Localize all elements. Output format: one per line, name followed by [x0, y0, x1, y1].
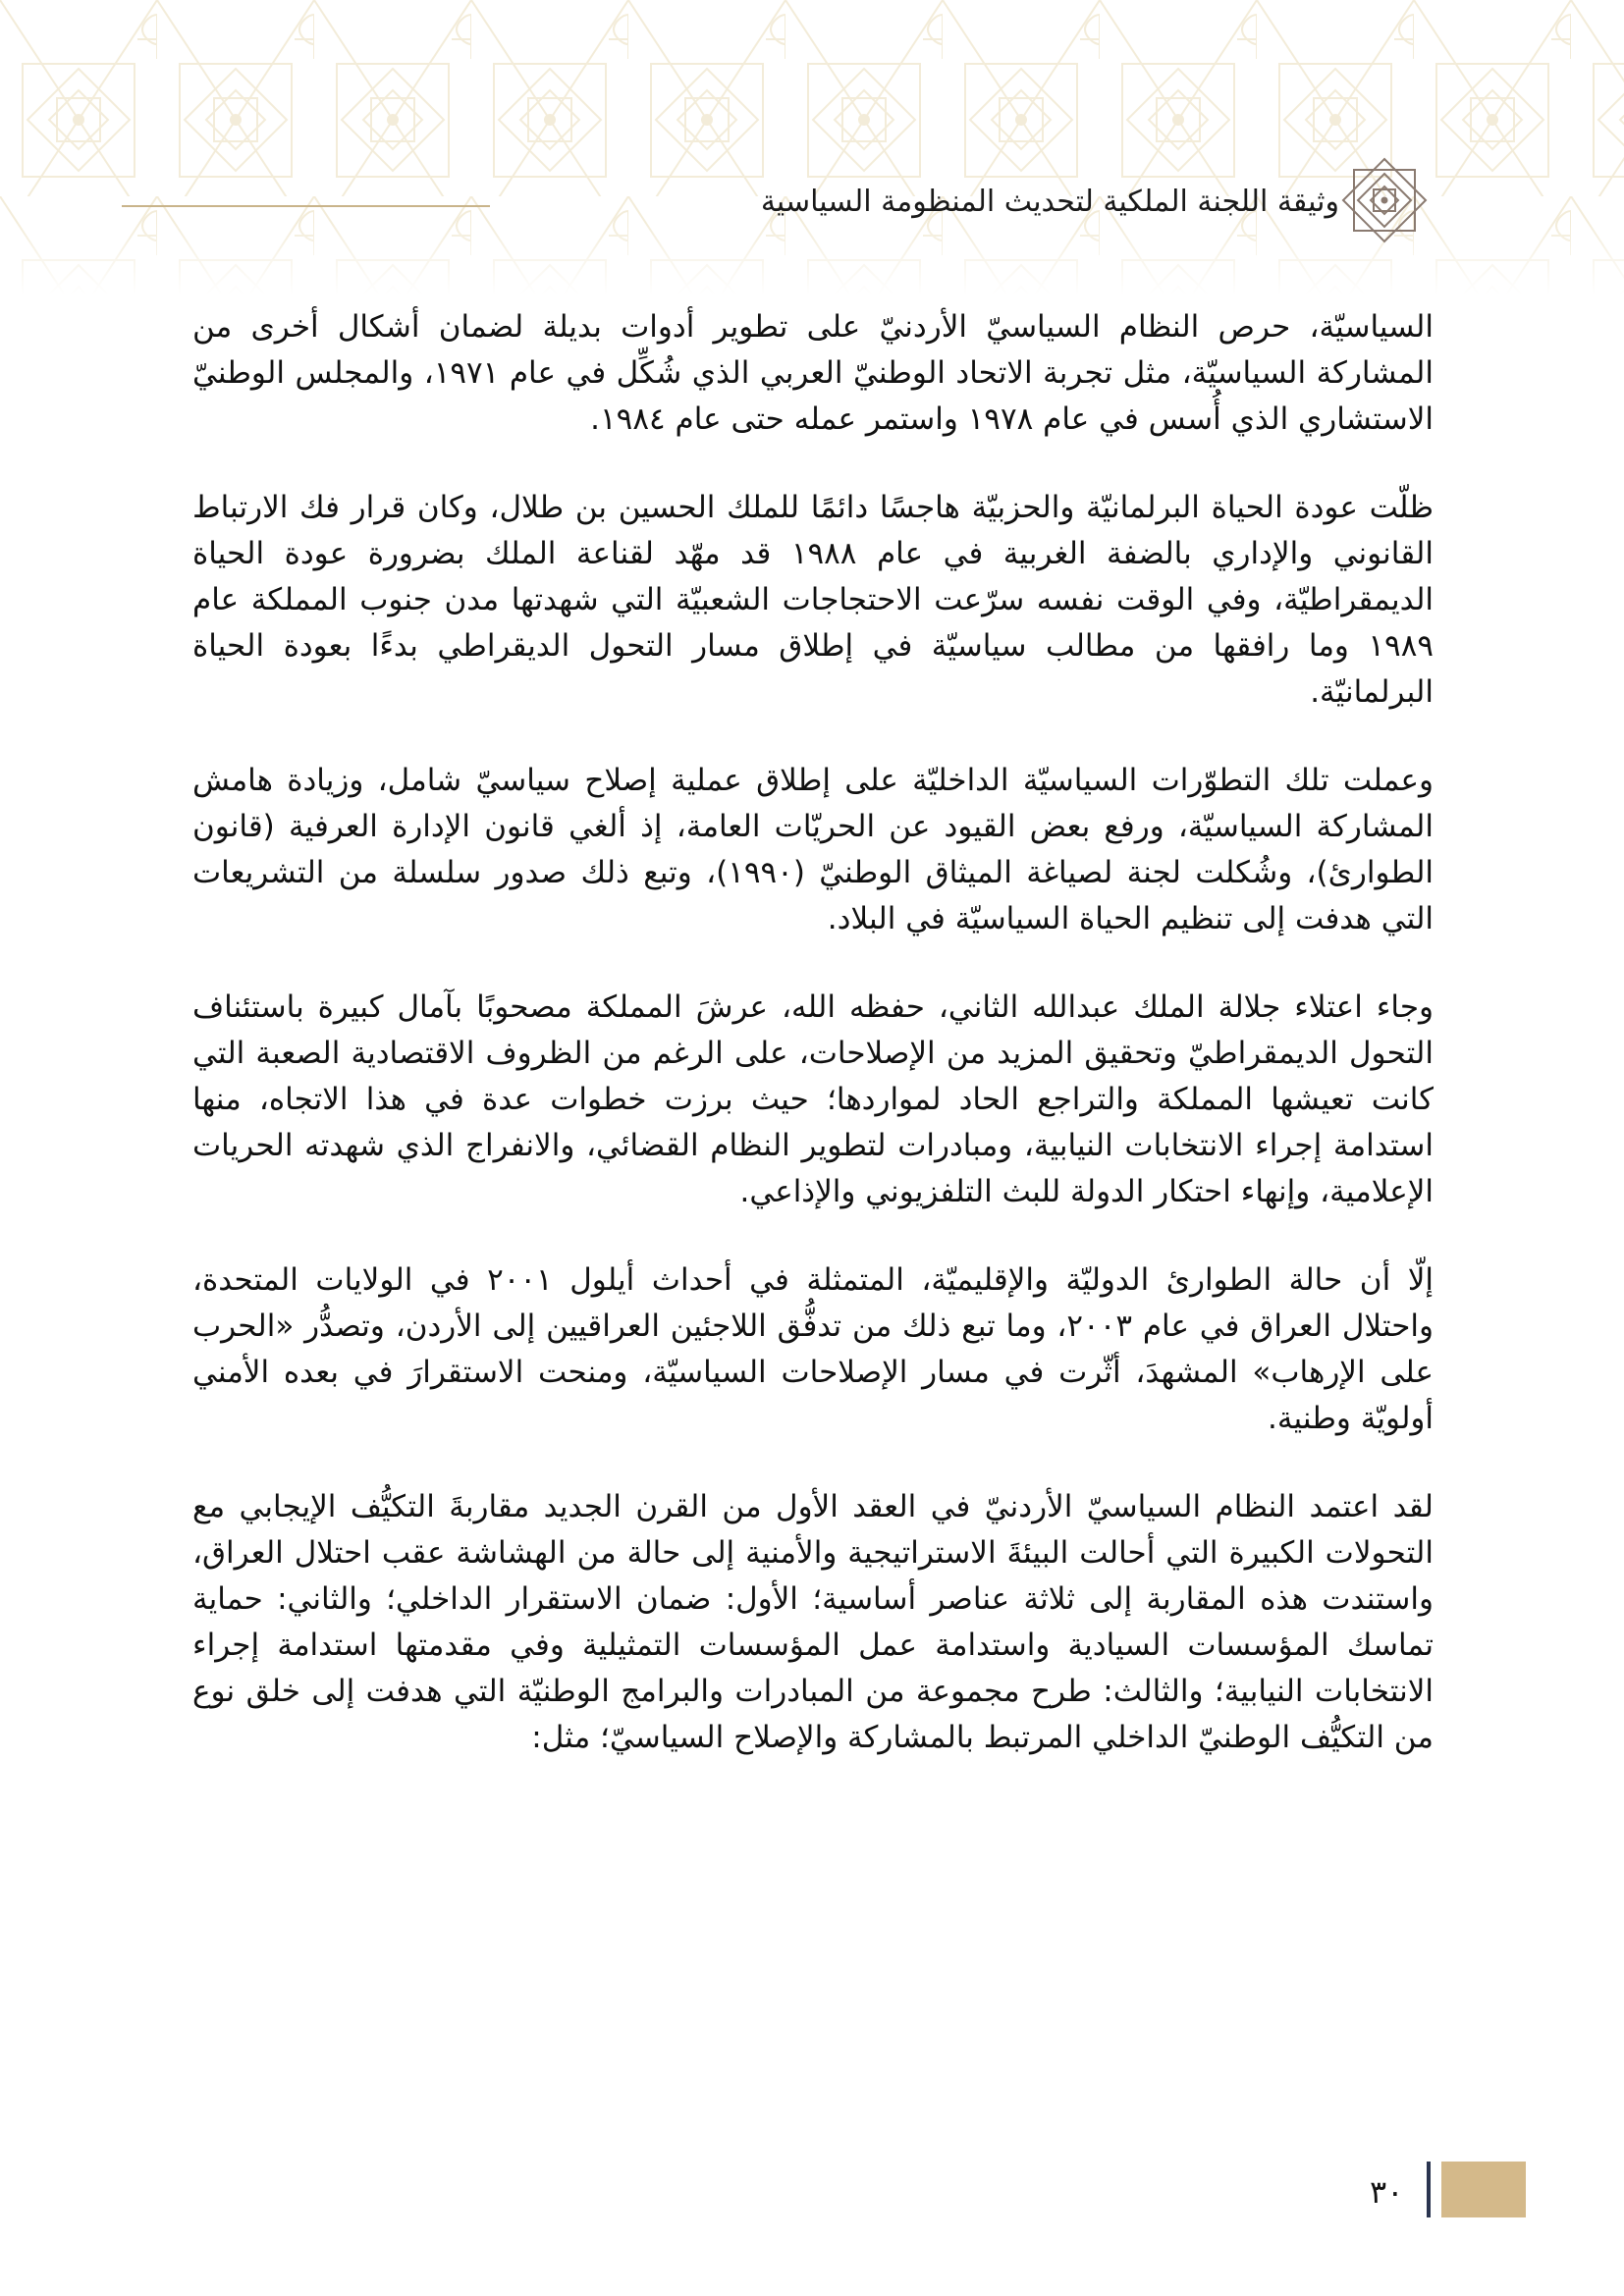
body-content [192, 304, 1434, 1803]
document-title: وثيقة اللجنة الملكية لتحديث المنظومة السياسية [760, 185, 1339, 219]
page-number: ٣٠ [1370, 2173, 1404, 2211]
page-footer [0, 2160, 1624, 2218]
paragraph: وجاء اعتلاء جلالة الملك عبدالله الثاني، حفظه الله، عرشَ المملكة مصحوبًا بآمال كبيرة باستئناف التحول الديمقراطيّ وتحقيق المزيد من الإصلاحات، على الرغم من الظروف الاقتصادية الصعبة التي كانت تعيشها المملكة والتراجع الحاد لمواردها؛ حيث برزت خطوات عدة في هذا الاتجاه، منها استدامة إجراء الانتخابات النيابية، ومبادرات لتطوير النظام القضائي، والانفراج الذي شهدته الحريات الإعلامية، وإنهاء احتكار الدولة للبث التلفزيوني والإذاعي. [192, 989, 1434, 1209]
geometric-emblem-icon [1340, 157, 1429, 245]
paragraph: إلّا أن حالة الطوارئ الدوليّة والإقليميّة، المتمثلة في أحداث أيلول ٢٠٠١ في الولايات المتحدة، واحتلال العراق في عام ٢٠٠٣، وما تبع ذلك من تدفُّق اللاجئين العراقيين إلى الأردن، وتصدُّر «الحرب على الإرهاب» المشهدَ، أثّرت في مسار الإصلاحات السياسيّة، ومنحت الاستقرارَ في بعده الأمني أولويّة وطنية. [192, 1262, 1435, 1436]
page-header [0, 165, 1624, 263]
paragraph: لقد اعتمد النظام السياسيّ الأردنيّ في العقد الأول من القرن الجديد مقاربةَ التكيُّف الإيجابي مع التحولات الكبيرة التي أحالت البيئةَ الاستراتيجية والأمنية إلى حالة من الهشاشة عقب احتلال العراق، واستندت هذه المقاربة إلى ثلاثة عناصر أساسية؛ الأول: ضمان الاستقرار الداخلي؛ والثاني: حماية تماسك المؤسسات السيادية واستدامة عمل المؤسسات التمثيلية وفي مقدمتها استدامة إجراء الانتخابات النيابية؛ والثالث: طرح مجموعة من المبادرات والبرامج الوطنيّة التي هدفت إلى خلق نوع من التكيُّف الوطنيّ الداخلي المرتبط بالمشاركة والإصلاح السياسيّ؛ مثل: [192, 1489, 1434, 1755]
paragraph: وعملت تلك التطوّرات السياسيّة الداخليّة على إطلاق عملية إصلاح سياسيّ شامل، وزيادة هامش المشاركة السياسيّة، ورفع بعض القيود عن الحريّات العامة، إذ ألغي قانون الإدارة العرفية (قانون الطوارئ)، وشُكلت لجنة لصياغة الميثاق الوطنيّ (١٩٩٠)، وتبع ذلك صدور سلسلة من التشريعات التي هدفت إلى تنظيم الحياة السياسيّة في البلاد. [192, 763, 1435, 936]
paragraph: السياسيّة، حرص النظام السياسيّ الأردنيّ على تطوير أدوات بديلة لضمان أشكال أخرى من المشاركة السياسيّة، مثل تجربة الاتحاد الوطنيّ العربي الذي شُكِّل في عام ١٩٧١، والمجلس الوطنيّ الاستشاري الذي أُسس في عام ١٩٧٨ واستمر عمله حتى عام ١٩٨٤. [192, 309, 1434, 437]
header-rule [122, 205, 490, 207]
footer-color-block [1441, 2162, 1526, 2217]
paragraph: ظلّت عودة الحياة البرلمانيّة والحزبيّة هاجسًا دائمًا للملك الحسين بن طلال، وكان قرار فك الارتباط القانوني والإداري بالضفة الغربية في عام ١٩٨٨ قد مهّد لقناعة الملك بضرورة عودة الحياة الديمقراطيّة، وفي الوقت نفسه سرّعت الاحتجاجات الشعبيّة التي شهدتها مدن جنوب المملكة عام ١٩٨٩ وما رافقها من مطالب سياسيّة في إطلاق مسار التحول الديقراطي بدءًا بعودة الحياة البرلمانيّة. [192, 490, 1434, 710]
footer-divider [1427, 2162, 1431, 2217]
